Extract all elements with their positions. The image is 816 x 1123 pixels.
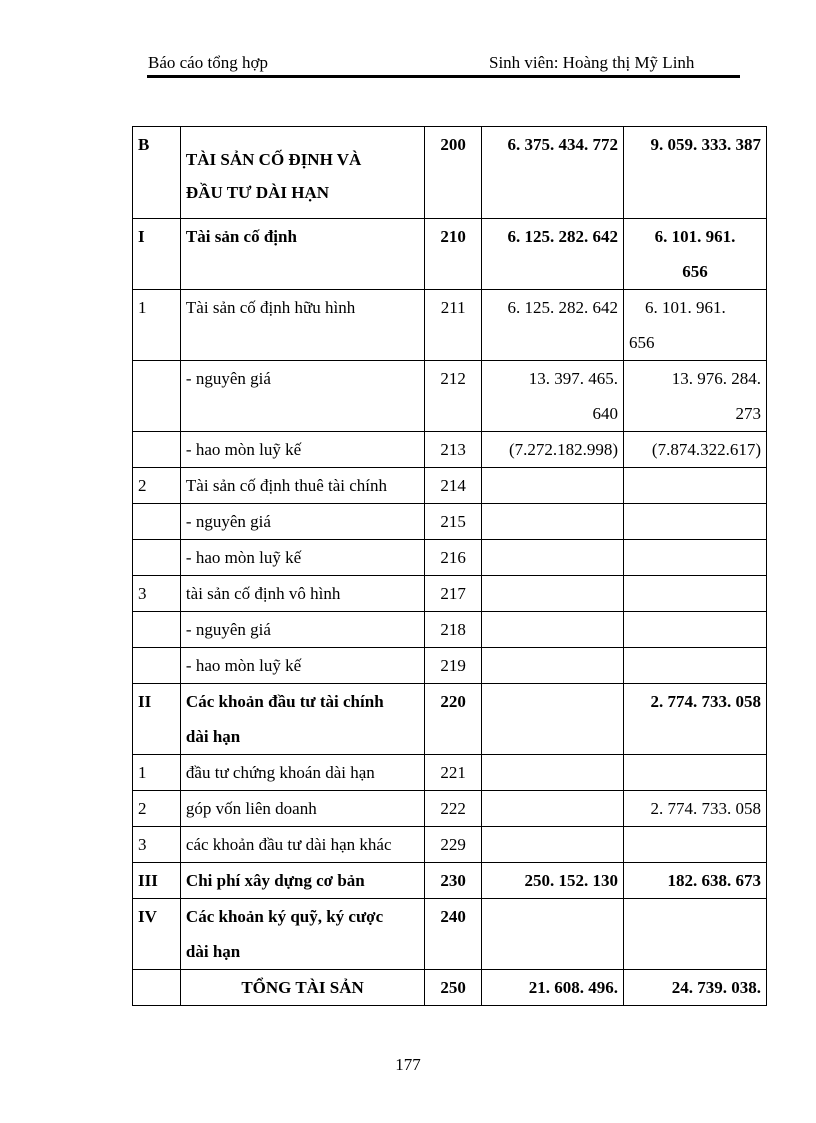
row-label: - hao mòn luỹ kế [180, 432, 424, 468]
row-index [133, 432, 181, 468]
row-index: IV [133, 899, 181, 970]
row-index [133, 612, 181, 648]
row-value-end: 2. 774. 733. 058 [624, 791, 767, 827]
row-code: 213 [425, 432, 482, 468]
row-label: TÀI SẢN CỐ ĐỊNH VÀ ĐẦU TƯ DÀI HẠN [180, 127, 424, 219]
row-value-start [482, 612, 624, 648]
row-value-start [482, 540, 624, 576]
balance-sheet-table [132, 126, 767, 1006]
table-row [133, 899, 767, 970]
row-value-start [482, 504, 624, 540]
row-index [133, 361, 181, 432]
table-row [133, 863, 767, 899]
total-label: TỔNG TÀI SẢN [180, 970, 424, 1006]
table-row [133, 219, 767, 290]
header-report-title: Báo cáo tổng hợp [148, 53, 268, 72]
row-code: 212 [425, 361, 482, 432]
header-rule [147, 75, 740, 78]
row-value-start: 6. 375. 434. 772 [482, 127, 624, 219]
row-code: 219 [425, 648, 482, 684]
row-value-end [624, 899, 767, 970]
row-value-start [482, 684, 624, 755]
table-row [133, 827, 767, 863]
row-label: góp vốn liên doanh [180, 791, 424, 827]
row-code: 216 [425, 540, 482, 576]
row-label: - hao mòn luỹ kế [180, 540, 424, 576]
row-code: 214 [425, 468, 482, 504]
row-code: 250 [425, 970, 482, 1006]
row-value-end: 6. 101. 961. 656 [624, 290, 767, 361]
row-label: Tài sản cố định hữu hình [180, 290, 424, 361]
table-row [133, 290, 767, 361]
row-code: 222 [425, 791, 482, 827]
total-value-start: 21. 608. 496. [482, 970, 624, 1006]
row-label: đầu tư chứng khoán dài hạn [180, 755, 424, 791]
row-label: tài sản cố định vô hình [180, 576, 424, 612]
row-code: 230 [425, 863, 482, 899]
table-row [133, 468, 767, 504]
row-value-start: 6. 125. 282. 642 [482, 219, 624, 290]
header-student-name: Sinh viên: Hoàng thị Mỹ Linh [489, 53, 695, 72]
row-value-start: 6. 125. 282. 642 [482, 290, 624, 361]
row-code: 217 [425, 576, 482, 612]
table-row [133, 127, 767, 219]
row-index: 1 [133, 290, 181, 361]
row-code: 211 [425, 290, 482, 361]
table-row [133, 755, 767, 791]
row-label: Các khoản đầu tư tài chính dài hạn [180, 684, 424, 755]
table-row [133, 504, 767, 540]
row-index: 2 [133, 791, 181, 827]
total-value-end: 24. 739. 038. [624, 970, 767, 1006]
row-value-start [482, 648, 624, 684]
row-code: 200 [425, 127, 482, 219]
row-value-start [482, 576, 624, 612]
row-label: - nguyên giá [180, 361, 424, 432]
row-index: I [133, 219, 181, 290]
row-label: Chi phí xây dựng cơ bản [180, 863, 424, 899]
table-row [133, 432, 767, 468]
row-index: 3 [133, 827, 181, 863]
row-value-end [624, 755, 767, 791]
row-label: các khoản đầu tư dài hạn khác [180, 827, 424, 863]
row-label: - nguyên giá [180, 504, 424, 540]
row-value-end [624, 576, 767, 612]
row-index [133, 540, 181, 576]
row-index [133, 970, 181, 1006]
row-code: 221 [425, 755, 482, 791]
row-value-end: 13. 976. 284. 273 [624, 361, 767, 432]
row-code: 215 [425, 504, 482, 540]
row-label: Tài sản cố định [180, 219, 424, 290]
row-index: III [133, 863, 181, 899]
row-code: 220 [425, 684, 482, 755]
row-index [133, 648, 181, 684]
row-code: 229 [425, 827, 482, 863]
table-row [133, 791, 767, 827]
row-value-end: 182. 638. 673 [624, 863, 767, 899]
table-row [133, 684, 767, 755]
row-value-end: (7.874.322.617) [624, 432, 767, 468]
row-value-end [624, 827, 767, 863]
total-row [133, 970, 767, 1006]
row-index: B [133, 127, 181, 219]
row-code: 218 [425, 612, 482, 648]
row-value-end [624, 540, 767, 576]
row-value-start [482, 899, 624, 970]
table-row [133, 540, 767, 576]
row-index [133, 504, 181, 540]
row-value-end [624, 612, 767, 648]
row-index: 1 [133, 755, 181, 791]
row-value-start: 250. 152. 130 [482, 863, 624, 899]
row-index: II [133, 684, 181, 755]
row-value-start: (7.272.182.998) [482, 432, 624, 468]
row-code: 240 [425, 899, 482, 970]
page-number: 177 [395, 1055, 421, 1074]
row-code: 210 [425, 219, 482, 290]
row-value-start [482, 755, 624, 791]
row-value-start [482, 827, 624, 863]
row-value-end: 9. 059. 333. 387 [624, 127, 767, 219]
table-row [133, 612, 767, 648]
table-row [133, 648, 767, 684]
row-value-end [624, 468, 767, 504]
table-row [133, 576, 767, 612]
row-label: Tài sản cố định thuê tài chính [180, 468, 424, 504]
row-value-start [482, 468, 624, 504]
row-value-end [624, 504, 767, 540]
row-value-end [624, 648, 767, 684]
row-label: - hao mòn luỹ kế [180, 648, 424, 684]
row-value-end: 2. 774. 733. 058 [624, 684, 767, 755]
row-value-end: 6. 101. 961. 656 [624, 219, 767, 290]
row-label: Các khoản ký quỹ, ký cược dài hạn [180, 899, 424, 970]
row-index: 3 [133, 576, 181, 612]
row-value-start [482, 791, 624, 827]
row-label: - nguyên giá [180, 612, 424, 648]
row-index: 2 [133, 468, 181, 504]
table-row [133, 361, 767, 432]
row-value-start: 13. 397. 465. 640 [482, 361, 624, 432]
